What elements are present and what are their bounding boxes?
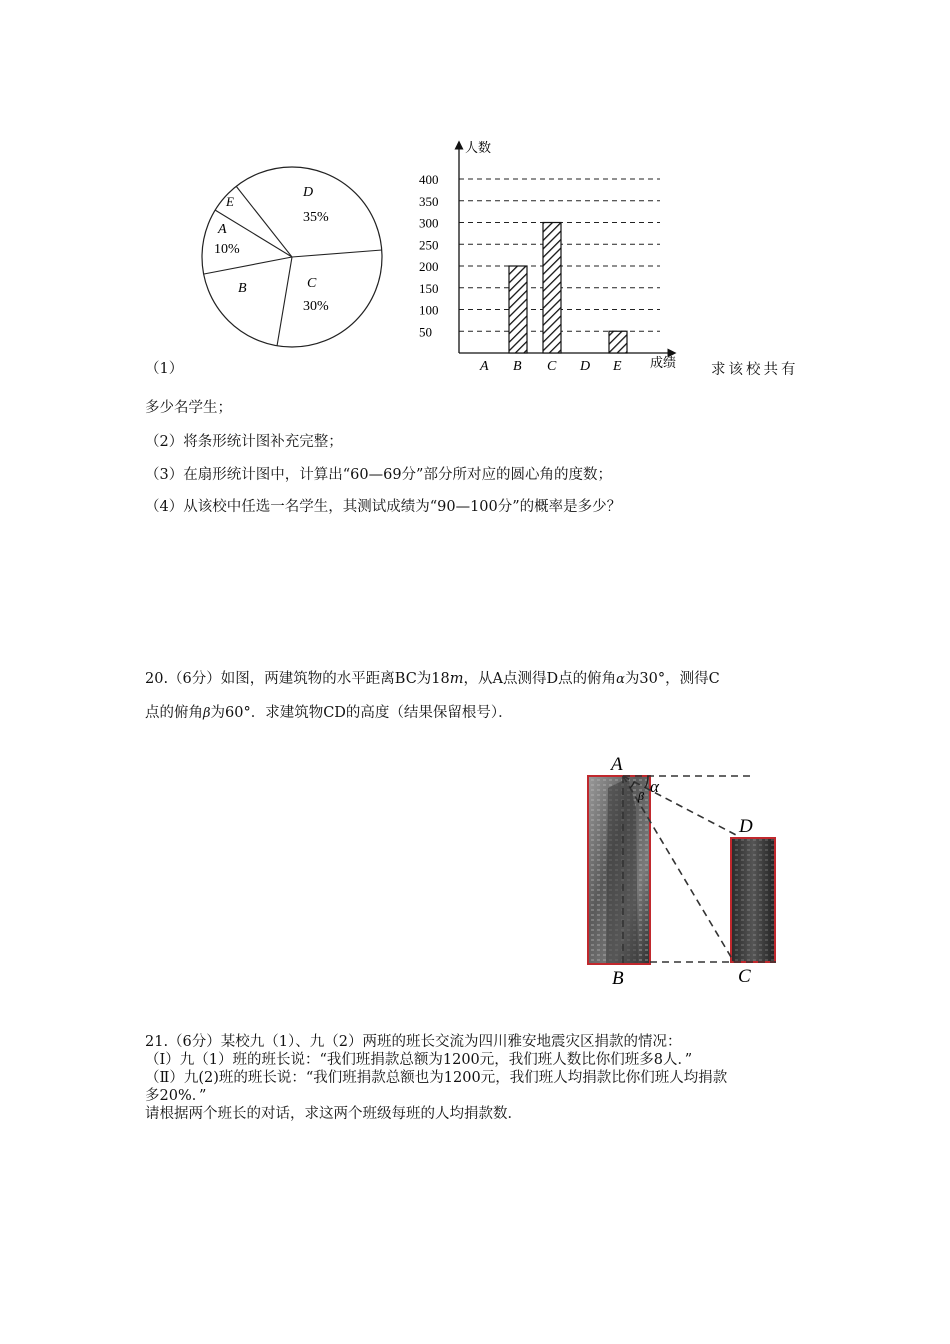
figure-label-a: A	[611, 754, 623, 775]
pie-label-b: B	[238, 281, 247, 296]
pie-pct-a: 10%	[214, 242, 240, 257]
figure-label-c: C	[738, 966, 751, 987]
building-ab-tower	[606, 778, 638, 964]
q21-line1: 21.（6分）某校九（1）、九（2）两班的班长交流为四川雅安地震灾区捐款的情况：	[145, 1034, 682, 1050]
x-tick-label-A: A	[480, 359, 489, 374]
pie-pct-c: 30%	[303, 299, 329, 314]
y-tick-label-400: 400	[419, 172, 439, 187]
q20-line2-b: 为60°．求建筑物CD的高度（结果保留根号）．	[210, 705, 513, 721]
q20-buildings-figure	[578, 748, 793, 988]
figure-label-alpha: α	[650, 777, 659, 796]
q21-line3: （Ⅱ）九(2)班的班长说：“我们班捐款总额也为1200元，我们班人均捐款比你们班人均捐款	[145, 1070, 728, 1086]
x-tick-label-B: B	[513, 359, 522, 374]
x-tick-label-D: D	[580, 359, 591, 374]
y-tick-label-50: 50	[419, 324, 432, 340]
q21-line2: （Ⅰ）九（1）班的班长说：“我们班捐款总额为1200元，我们班人数比你们班多8人．”	[145, 1052, 693, 1068]
y-tick-label-300: 300	[419, 215, 439, 231]
bar-E	[609, 331, 627, 353]
pie-divider-b-a	[204, 257, 292, 274]
pie-divider-e-d	[236, 186, 292, 257]
bar-C	[543, 223, 561, 354]
pie-pct-d: 35%	[303, 210, 329, 225]
figure-label-b: B	[612, 968, 624, 988]
q20-line1	[145, 669, 720, 690]
x-axis-label: 成绩	[650, 355, 677, 370]
y-tick-label-100: 100	[419, 302, 439, 318]
y-tick-label-250: 250	[419, 237, 439, 253]
x-tick-label-C: C	[547, 359, 557, 374]
pie-label-a: A	[218, 222, 227, 237]
pie-label-e: E	[226, 194, 234, 209]
bar-chart	[410, 135, 690, 380]
pie-divider-d-c	[292, 250, 382, 257]
q19-part2: （2）将条形统计图补充完整；	[145, 434, 343, 450]
q21-line5: 请根据两个班长的对话，求这两个班级每班的人均捐款数．	[145, 1106, 522, 1122]
y-tick-label-150: 150	[419, 280, 439, 296]
pie-label-c: C	[307, 276, 317, 291]
q20-line1-c: 为30°，测得C	[624, 671, 720, 687]
q20-line1-a: 20.（6分）如图，两建筑物的水平距离BC为18	[145, 671, 450, 687]
building-cd-windows	[731, 838, 775, 962]
y-axis-label: 人数	[465, 140, 492, 155]
x-tick-label-E: E	[613, 359, 622, 374]
bar-B	[509, 266, 527, 353]
q19-part4: （4）从该校中任选一名学生，其测试成绩为“90—100分”的概率是多少？	[145, 499, 622, 515]
q19-part3: （3）在扇形统计图中，计算出“60—69分”部分所对应的圆心角的度数；	[145, 467, 612, 483]
q20-line1-b: ，从A点测得D点的俯角	[463, 671, 617, 687]
q20-line2	[145, 703, 513, 724]
q19-part1-number: （1）	[145, 361, 184, 377]
y-tick-label-200: 200	[419, 259, 439, 274]
q20-line2-a: 点的俯角	[145, 705, 203, 721]
q20-unit: m	[449, 671, 464, 687]
figure-label-d: D	[739, 816, 753, 837]
q19-part1-tail: 求该校共有	[711, 362, 799, 378]
pie-chart	[190, 150, 400, 370]
q20-alpha: α	[616, 672, 625, 687]
y-tick-label-350: 350	[419, 193, 439, 209]
q21-line4: 多20%．”	[145, 1088, 207, 1104]
pie-label-d: D	[303, 185, 314, 200]
figure-label-beta: β	[638, 789, 644, 803]
q20-beta: β	[203, 706, 211, 721]
q19-part1-continuation: 多少名学生；	[145, 400, 232, 416]
pie-divider-c-b	[277, 257, 292, 346]
